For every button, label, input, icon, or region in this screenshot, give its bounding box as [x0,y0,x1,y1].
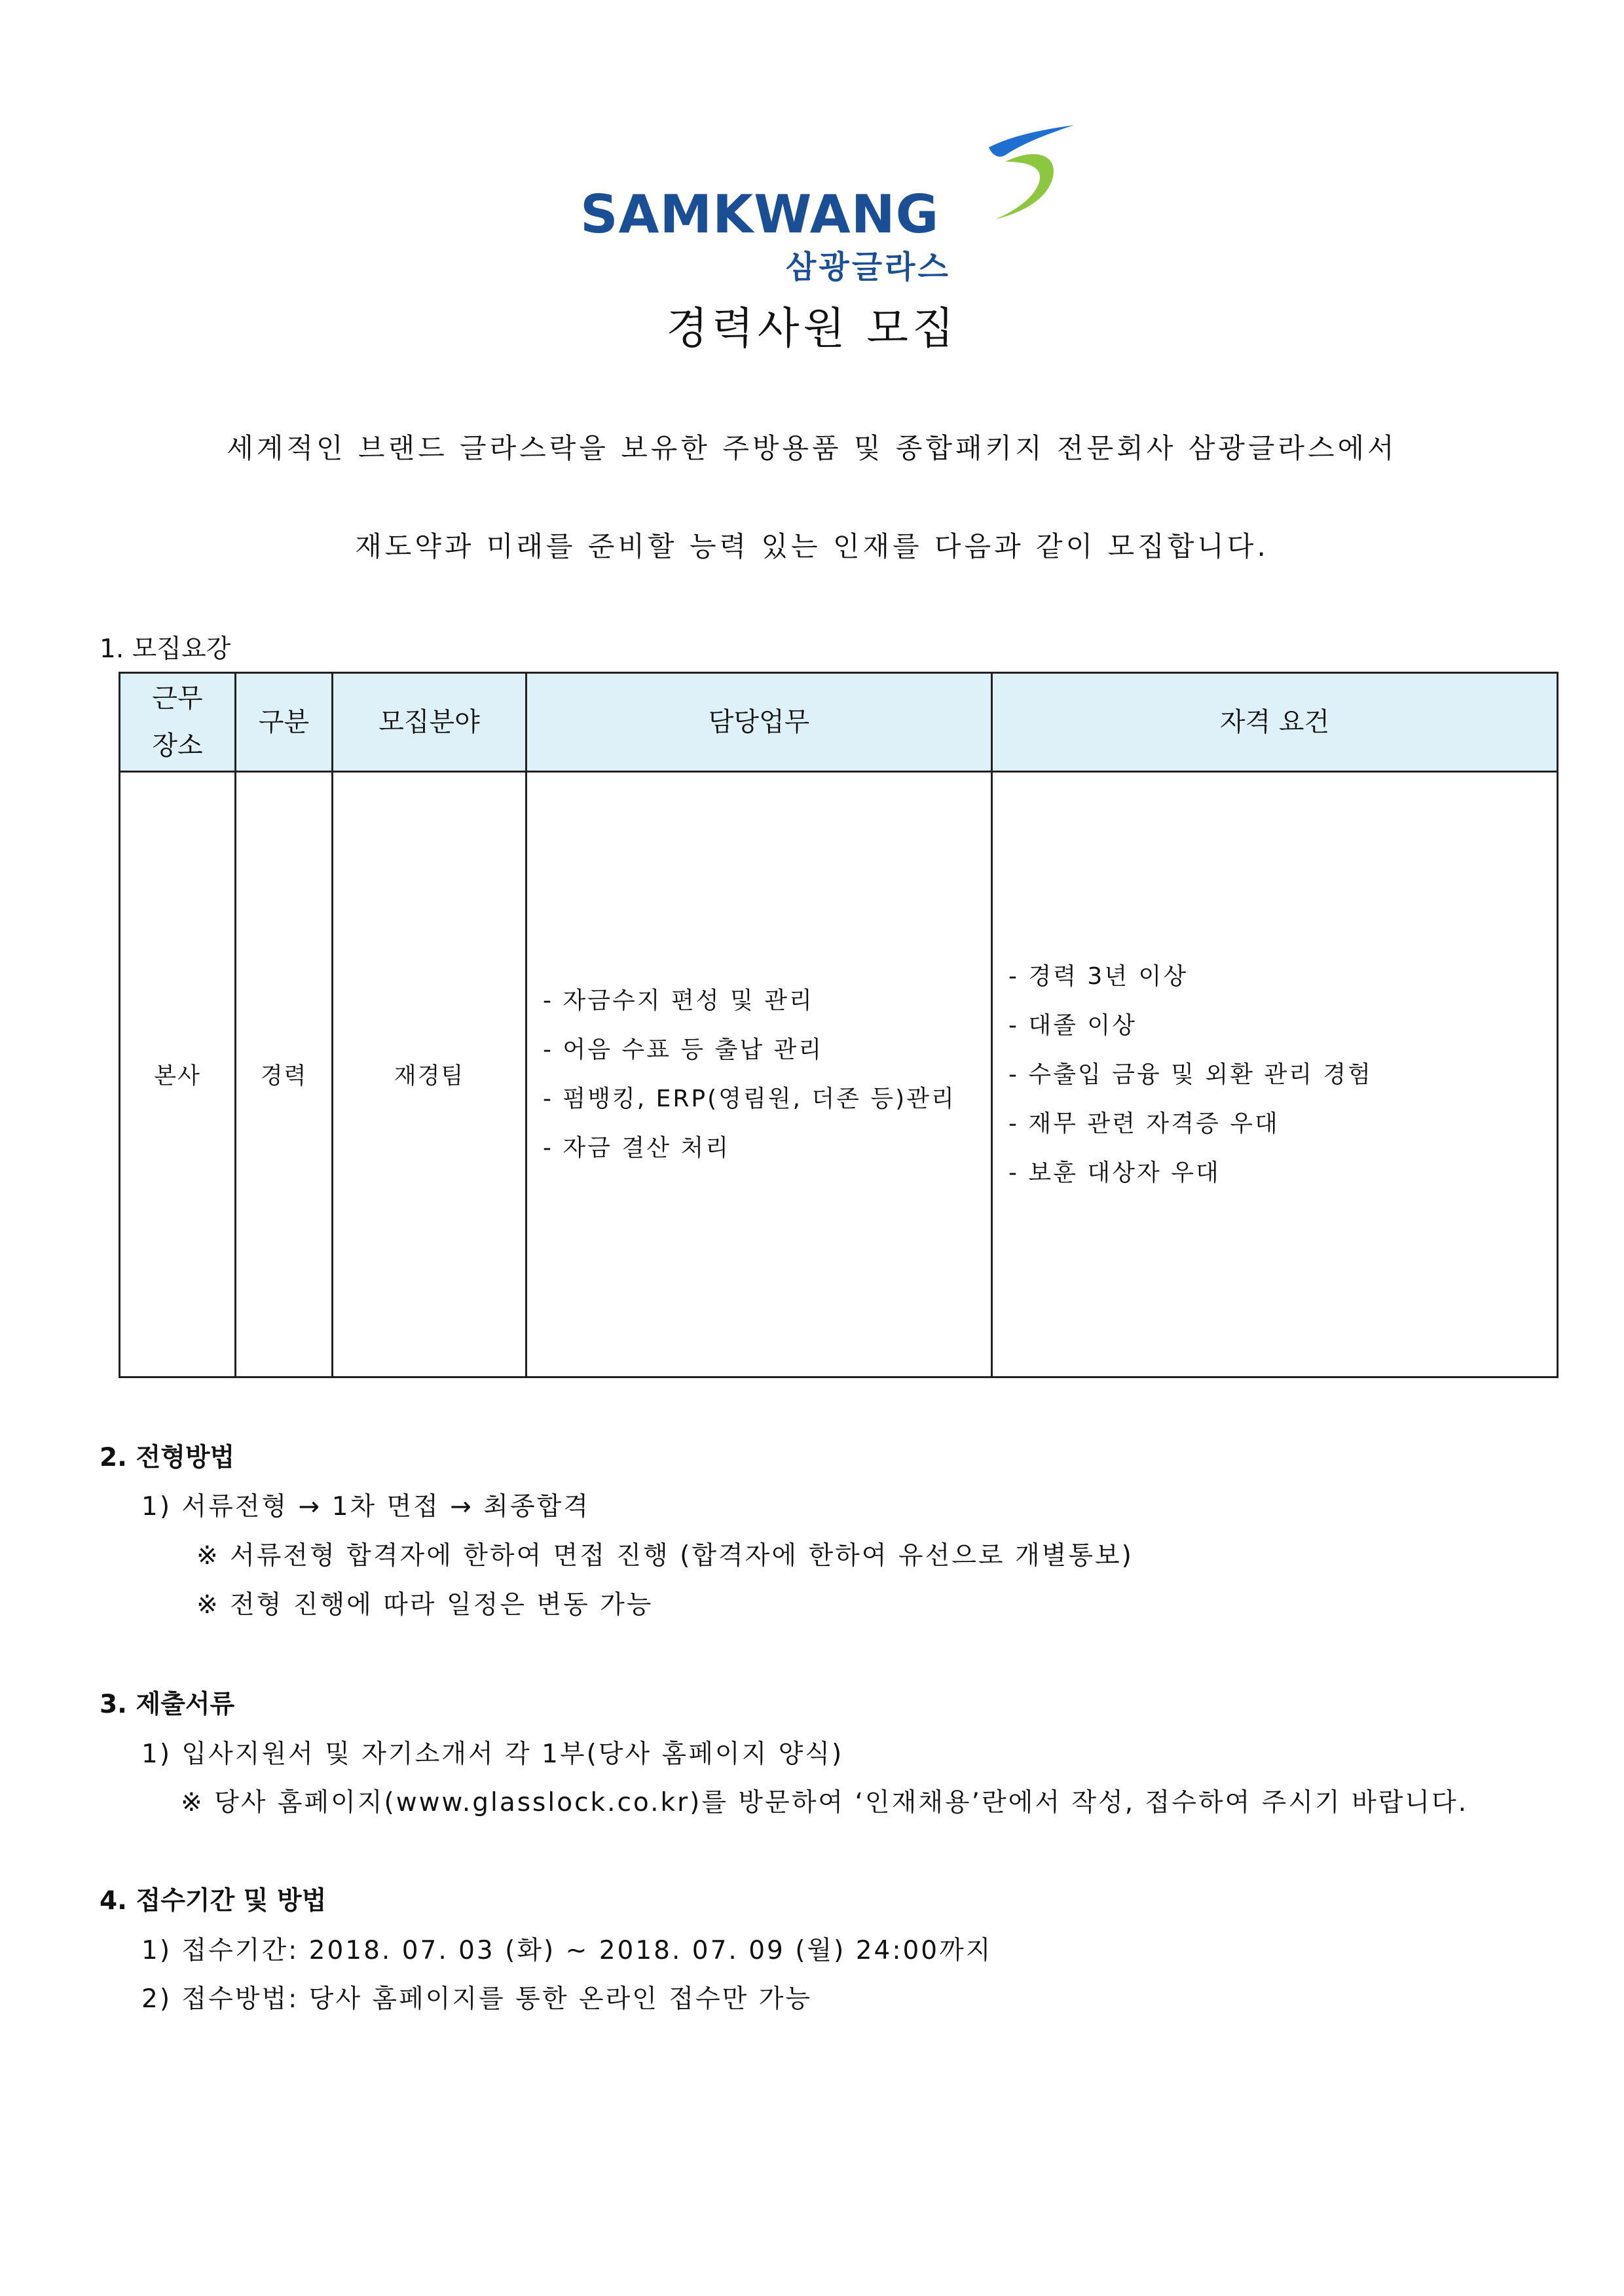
field-value: 재경팀 [394,1063,465,1089]
application-period: 1) 접수기간: 2018. 07. 03 (화) ~ 2018. 07. 09 (월) 24:00까지 [141,1936,993,1965]
table-header-row [120,673,1558,772]
selection-note-1: ※ 서류전형 합격자에 한하여 면접 진행 (합격자에 한하여 유선으로 개별통보) [196,1541,1134,1571]
documents-item: 1) 입사지원서 및 자기소개서 각 1부(당사 홈페이지 양식) [141,1740,844,1769]
header-type: 구분 [236,673,333,772]
duty-item: - 펌뱅킹, ERP(영림원, 더존 등)관리 [543,1085,956,1112]
section3-heading: 3. 제출서류 [100,1690,235,1719]
selection-note-2: ※ 전형 진행에 따라 일정은 변동 가능 [196,1590,654,1620]
header-location-bottom: 장소 [152,731,203,761]
cell-field [333,772,526,1377]
location-value: 본사 [154,1063,201,1089]
company-logo [576,121,1074,285]
header-location-top: 근무 [152,683,203,714]
logo-brand-kr: 삼광글라스 [786,249,951,285]
recruitment-table [119,672,1559,1378]
qualification-item: - 수출입 금융 및 외환 관리 경험 [1008,1061,1373,1088]
section2-heading: 2. 전형방법 [100,1443,235,1472]
duty-item: - 어음 수표 등 출납 관리 [543,1036,824,1063]
cell-location [120,772,236,1377]
selection-steps: 1) 서류전형 → 1차 면접 → 최종합격 [141,1492,590,1522]
qualification-item: - 보훈 대상자 우대 [1008,1159,1221,1186]
duty-item: - 자금수지 편성 및 관리 [543,987,814,1014]
type-value: 경력 [260,1063,308,1089]
page-title: 경력사원 모집 [666,303,958,354]
section4-heading: 4. 접수기간 및 방법 [100,1886,327,1916]
table-row [120,772,1558,1377]
header-duties: 담당업무 [526,673,992,772]
header-location [120,673,236,772]
cell-duties [526,772,992,1377]
header-qualifications: 자격 요건 [992,673,1558,772]
samkwang-swoosh-icon [943,121,1074,239]
logo-brand-en: SAMKWANG [580,184,940,245]
qualification-item: - 재무 관련 자격증 우대 [1008,1110,1280,1137]
documents-note: ※ 당사 홈페이지(www.glasslock.co.kr)를 방문하여 ‘인재채용’란에서 작성, 접수하여 주시기 바랍니다. [181,1788,1469,1817]
application-method: 2) 접수방법: 당사 홈페이지를 통한 온라인 접수만 가능 [141,1984,813,2014]
intro-line-1: 세계적인 브랜드 글라스락을 보유한 주방용품 및 종합패키지 전문회사 삼광글라스에서 [227,432,1397,464]
cell-type [236,772,333,1377]
cell-qualifications [992,772,1558,1377]
duty-item: - 자금 결산 처리 [543,1135,730,1161]
intro-line-2: 재도약과 미래를 준비할 능력 있는 인재를 다음과 같이 모집합니다. [355,530,1269,562]
qualification-item: - 대졸 이상 [1008,1011,1137,1039]
header-field: 모집분야 [333,673,526,772]
section1-heading: 1. 모집요강 [100,634,231,664]
qualification-item: - 경력 3년 이상 [1008,962,1189,990]
